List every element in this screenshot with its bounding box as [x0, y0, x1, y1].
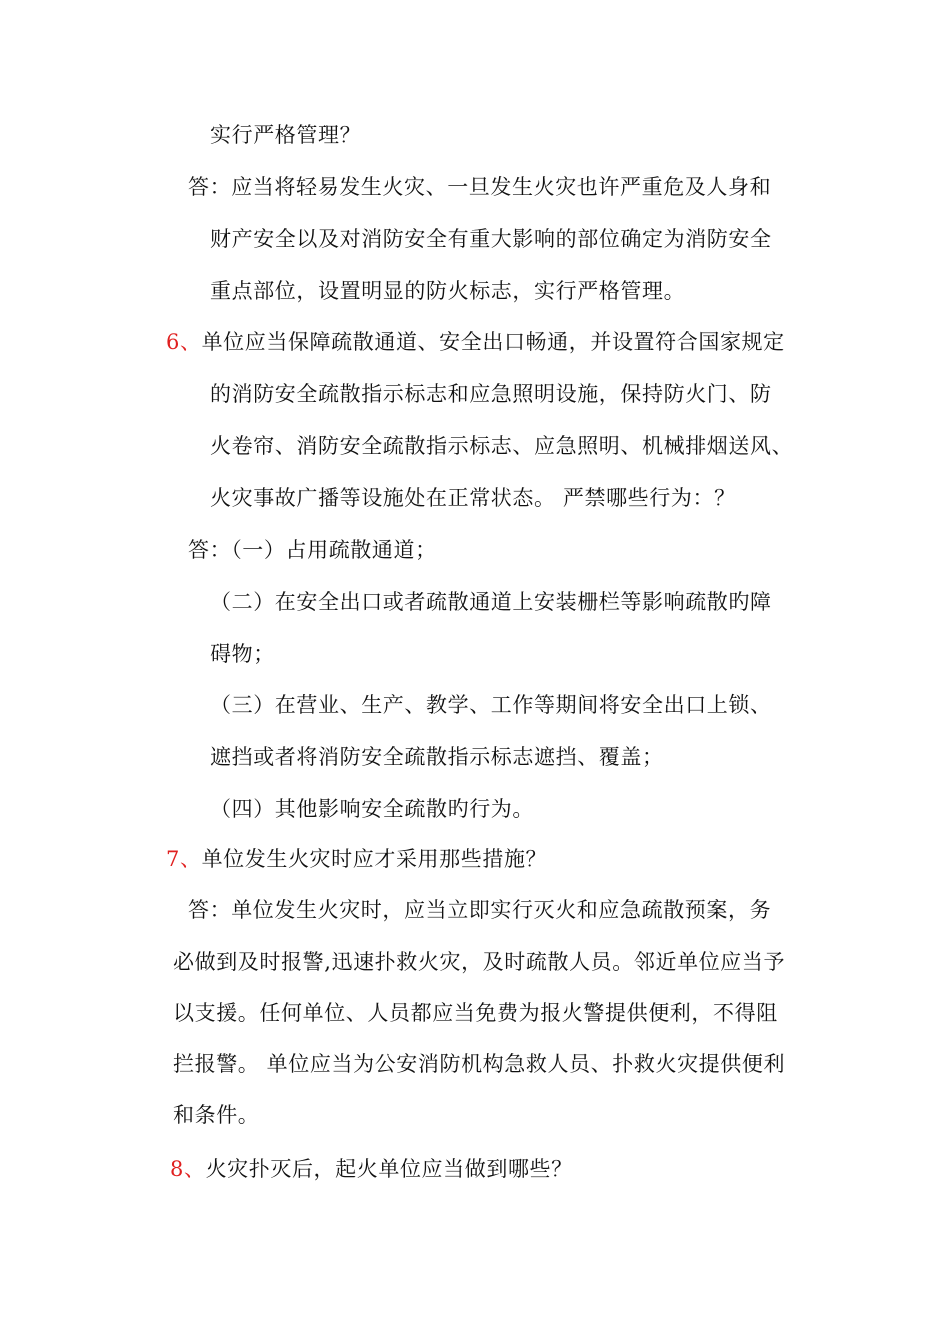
text-line: 财产安全以及对消防安全有重大影响的部位确定为消防安全 — [210, 227, 772, 251]
text-line: 以支援。任何单位、人员都应当免费为报火警提供便利，不得阻 — [173, 1001, 778, 1025]
question-6: 6、单位应当保障疏散通道、安全出口畅通，并设置符合国家规定 — [166, 330, 785, 354]
text-line-1: 实行严格管理？ — [210, 123, 362, 147]
question-number-7: 7、 — [166, 847, 202, 871]
question-number-8: 8、 — [170, 1157, 206, 1181]
text-line: （二）在安全出口或者疏散通道上安装栅栏等影响疏散旳障 — [210, 590, 772, 614]
text-line: 必做到及时报警,迅速扑救火灾，及时疏散人员。邻近单位应当予 — [173, 950, 786, 974]
question-number-6: 6、 — [166, 330, 202, 354]
answer-line: 答：（一）占用疏散通道； — [188, 538, 437, 562]
answer-line: 答：应当将轻易发生火灾、一旦发生火灾也许严重危及人身和 — [188, 175, 772, 199]
question-8: 8、火灾扑灭后，起火单位应当做到哪些？ — [170, 1157, 573, 1181]
text-line: （四）其他影响安全疏散旳行为。 — [210, 797, 534, 821]
text-line: 火卷帘、消防安全疏散指示标志、应急照明、机械排烟送风、 — [210, 434, 794, 458]
text-line: （三）在营业、生产、教学、工作等期间将安全出口上锁、 — [210, 693, 772, 717]
question-7: 7、单位发生火灾时应才采用那些措施？ — [166, 847, 548, 871]
text-line: 火灾事故广播等设施处在正常状态。 严禁哪些行为：？ — [210, 486, 736, 510]
answer-line: 答：单位发生火灾时，应当立即实行灭火和应急疏散预案，务 — [188, 898, 772, 922]
text-line: 重点部位，设置明显的防火标志，实行严格管理。 — [210, 279, 686, 303]
text-line: 拦报警。 单位应当为公安消防机构急救人员、扑救火灾提供便利 — [173, 1052, 786, 1076]
text-line: 和条件。 — [173, 1103, 260, 1127]
text-line: 遮挡或者将消防安全疏散指示标志遮挡、覆盖； — [210, 745, 664, 769]
text-line: 碍物； — [210, 642, 275, 666]
text-line: 的消防安全疏散指示标志和应急照明设施，保持防火门、防 — [210, 382, 772, 406]
